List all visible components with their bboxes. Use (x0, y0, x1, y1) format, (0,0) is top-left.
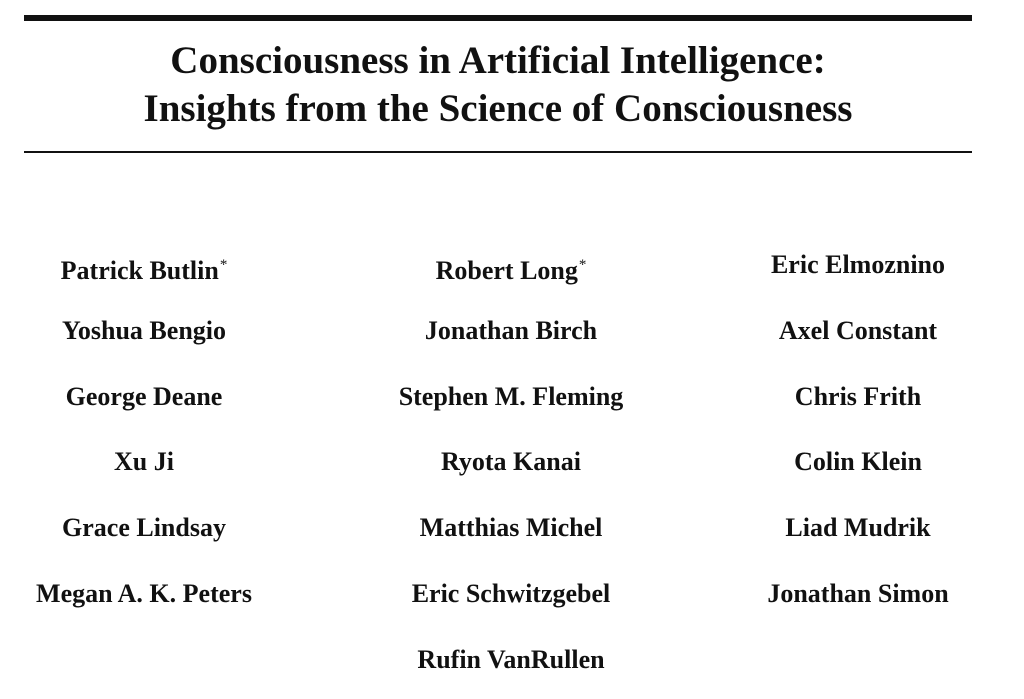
title-bottom-rule (24, 151, 972, 153)
author-name-text: Colin Klein (794, 447, 922, 476)
author-name-text: George Deane (65, 382, 223, 411)
author-name-text: Liad Mudrik (785, 513, 931, 542)
author-name (678, 444, 1024, 480)
author-name-text: Axel Constant (778, 316, 938, 345)
paper-title (24, 37, 972, 133)
author-name (678, 576, 1024, 612)
author-list (0, 247, 1024, 687)
author-name (331, 247, 691, 289)
author-name-text: Xu Ji (114, 447, 174, 476)
author-name (331, 379, 691, 415)
author-name-text: Stephen M. Fleming (398, 382, 624, 411)
author-name-text: Rufin VanRullen (417, 645, 605, 674)
author-name-text: Megan A. K. Peters (36, 579, 252, 608)
paper-title-line-1: Consciousness in Artificial Intelligence: (170, 39, 826, 82)
author-name-text: Yoshua Bengio (62, 316, 226, 345)
author-name (0, 444, 324, 480)
author-name (331, 313, 691, 349)
author-name-text: Jonathan Simon (767, 579, 949, 608)
author-name-text: Chris Frith (794, 382, 922, 411)
author-name (678, 379, 1024, 415)
author-name-text: Grace Lindsay (62, 513, 226, 542)
author-name (0, 576, 324, 612)
title-top-rule (24, 15, 972, 21)
paper-title-line-2: Insights from the Science of Consciousness (143, 87, 853, 130)
author-name (331, 642, 691, 678)
author-name-text: Matthias Michel (419, 513, 603, 542)
equal-contribution-mark: * (219, 257, 228, 273)
author-name (0, 313, 324, 349)
author-name (331, 576, 691, 612)
author-name (331, 510, 691, 546)
author-name-text: Ryota Kanai (441, 447, 581, 476)
author-name (678, 247, 1024, 283)
author-name (678, 510, 1024, 546)
author-name-text: Robert Long (435, 256, 578, 285)
author-name (0, 510, 324, 546)
author-name (331, 444, 691, 480)
author-name-text: Eric Elmoznino (770, 250, 946, 279)
equal-contribution-mark: * (578, 257, 587, 273)
author-name (678, 313, 1024, 349)
author-name (0, 379, 324, 415)
author-name-text: Jonathan Birch (424, 316, 598, 345)
author-name-text: Patrick Butlin (60, 256, 219, 285)
author-name-text: Eric Schwitzgebel (411, 579, 611, 608)
author-name (0, 247, 324, 289)
